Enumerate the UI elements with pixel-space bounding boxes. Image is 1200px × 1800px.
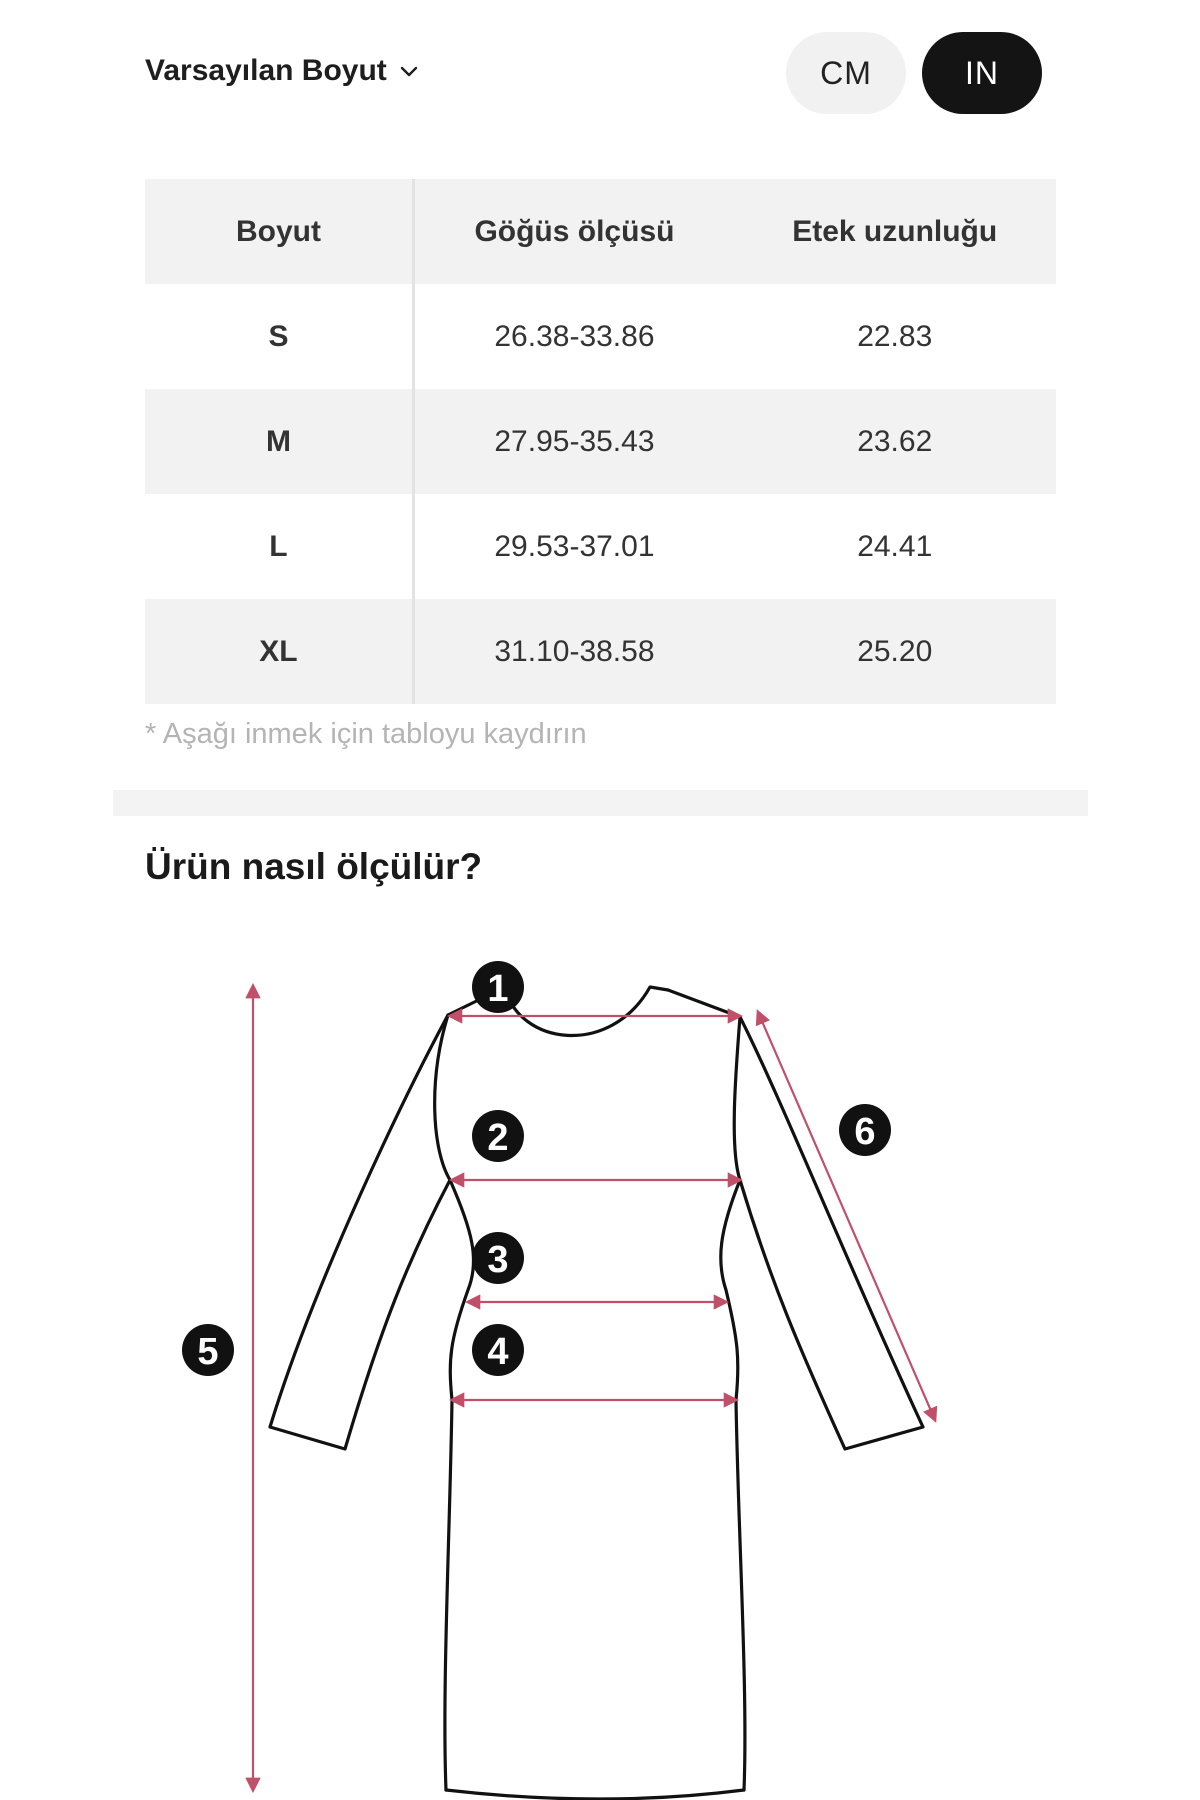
unit-cm-button[interactable]: CM: [786, 32, 906, 114]
header-bust: Göğüs ölçüsü: [474, 214, 675, 248]
size-cell: M: [145, 389, 413, 494]
scroll-hint: * Aşağı inmek için tabloyu kaydırın: [145, 718, 587, 750]
marker-label-1: 1: [487, 968, 509, 1010]
marker-badge-4: [472, 1324, 524, 1376]
marker-label-4: 4: [487, 1331, 509, 1373]
marker-badge-1: [472, 961, 524, 1013]
how-to-measure-title: Ürün nasıl ölçülür?: [145, 846, 483, 887]
bust-cell: 27.95-35.43: [494, 424, 655, 458]
bust-cell: 29.53-37.01: [494, 529, 655, 563]
default-size-label: Varsayılan Boyut: [145, 54, 387, 87]
size-cell: S: [145, 284, 413, 389]
default-size-dropdown[interactable]: [145, 54, 421, 88]
table-header-row: [145, 179, 1056, 284]
dress-measurement-diagram: [150, 930, 1070, 1800]
marker-label-6: 6: [854, 1111, 876, 1153]
skirt-length-cell: 23.62: [857, 424, 933, 458]
marker-label-3: 3: [487, 1239, 509, 1281]
marker-label-2: 2: [487, 1117, 509, 1159]
section-divider: [113, 790, 1088, 816]
size-cell: XL: [145, 599, 413, 704]
table-row: [145, 494, 1056, 599]
size-cell: L: [145, 494, 413, 599]
table-row: [145, 599, 1056, 704]
header-size: Boyut: [145, 179, 413, 284]
dress-outline: [270, 987, 923, 1799]
table-row: [145, 284, 1056, 389]
skirt-length-cell: 25.20: [857, 634, 933, 668]
marker-badge-3: [472, 1232, 524, 1284]
size-chart-toolbar: [145, 32, 1042, 114]
marker-badge-6: [839, 1104, 891, 1156]
bust-cell: 31.10-38.58: [494, 634, 655, 668]
skirt-length-cell: 22.83: [857, 319, 933, 353]
marker-badge-2: [472, 1110, 524, 1162]
bust-cell: 26.38-33.86: [494, 319, 655, 353]
unit-toggle: [786, 32, 1042, 114]
marker-badge-5: [182, 1324, 234, 1376]
unit-in-button[interactable]: IN: [922, 32, 1042, 114]
measurement-lines: [253, 986, 935, 1790]
skirt-length-cell: 24.41: [857, 529, 933, 563]
measure-line-6: [758, 1012, 935, 1420]
chevron-down-icon: [397, 59, 421, 83]
header-skirt-length: Etek uzunluğu: [792, 214, 998, 248]
table-row: [145, 389, 1056, 494]
size-table: [145, 179, 1057, 704]
marker-label-5: 5: [197, 1331, 219, 1373]
